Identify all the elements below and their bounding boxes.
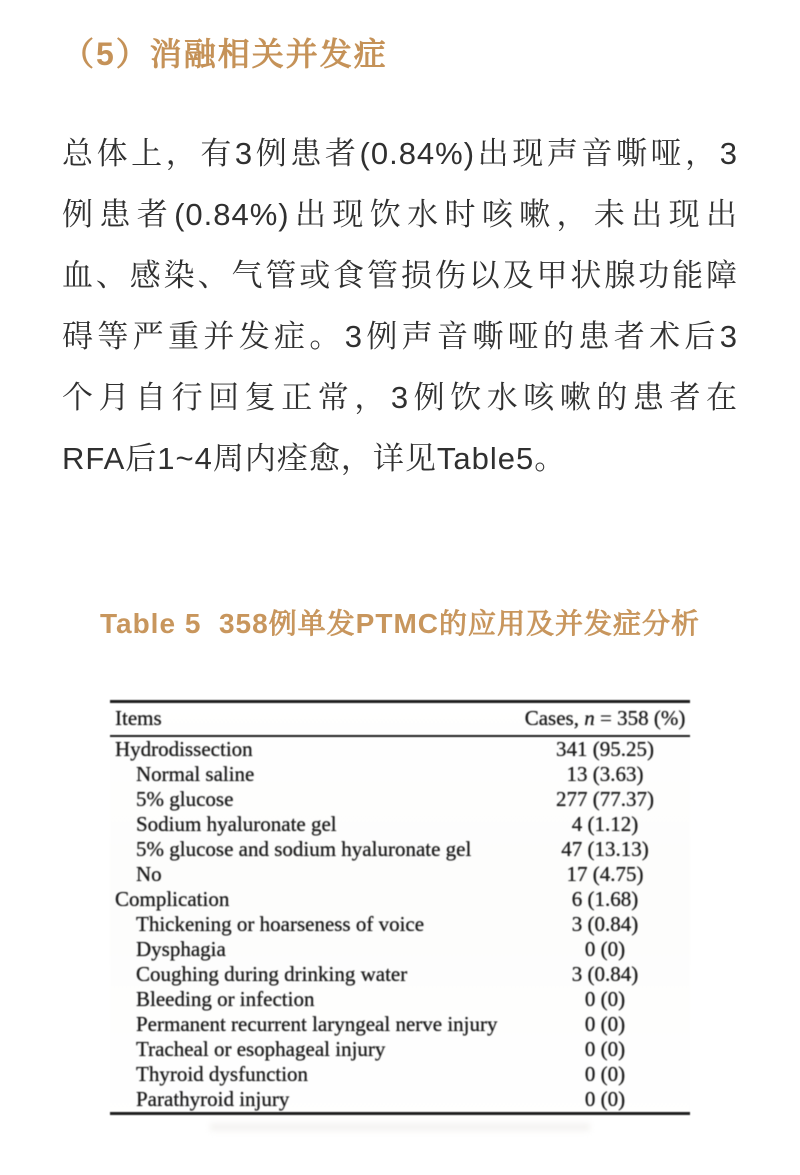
- value-cell: 0 (0): [584, 987, 626, 1011]
- paragraph-line: 例患者(0.84%)出现饮水时咳嗽，未出现出: [62, 197, 738, 232]
- table-row: [110, 1062, 690, 1087]
- table-row: [110, 837, 690, 862]
- table-row: [110, 1087, 690, 1114]
- table-row: [110, 762, 690, 787]
- item-cell: No: [136, 862, 162, 886]
- paragraph-line: 血、感染、气管或食管损伤以及甲状腺功能障: [62, 258, 738, 293]
- item-cell: Normal saline: [136, 762, 255, 786]
- column-header-cases: [520, 702, 690, 737]
- table-row: [110, 787, 690, 812]
- cases-label-prefix: Cases,: [524, 706, 585, 730]
- table-row: [110, 987, 690, 1012]
- paragraph-line: 碍等严重并发症。3例声音嘶哑的患者术后3: [62, 319, 738, 354]
- table-row: [110, 937, 690, 962]
- item-cell: Thyroid dysfunction: [136, 1062, 309, 1086]
- item-cell: Coughing during drinking water: [136, 962, 408, 986]
- table-row: [110, 962, 690, 987]
- value-cell: 3 (0.84): [571, 962, 639, 986]
- item-cell: Tracheal or esophageal injury: [136, 1037, 386, 1061]
- column-header-items: Items: [110, 702, 520, 737]
- table-header-row: [110, 702, 690, 737]
- cases-label-n: n: [584, 706, 595, 730]
- body-paragraph: [62, 123, 738, 489]
- table-row: [110, 1012, 690, 1037]
- table-row: [110, 1037, 690, 1062]
- table-row: [110, 887, 690, 912]
- value-cell: 277 (77.37): [556, 787, 655, 811]
- table-row: [110, 862, 690, 887]
- item-cell: Thickening or hoarseness of voice: [136, 912, 425, 936]
- value-cell: 0 (0): [584, 1087, 626, 1111]
- paragraph-line: 总体上，有3例患者(0.84%)出现声音嘶哑，3: [62, 136, 738, 171]
- value-cell: 4 (1.12): [571, 812, 639, 836]
- value-cell: 13 (3.63): [566, 762, 644, 786]
- item-cell: Sodium hyaluronate gel: [136, 812, 337, 836]
- value-cell: 0 (0): [584, 1012, 626, 1036]
- value-cell: 47 (13.13): [561, 837, 649, 861]
- paragraph-line: RFA后1~4周内痊愈，详见Table5。: [62, 441, 567, 476]
- paragraph-line: 个月自行回复正常，3例饮水咳嗽的患者在: [62, 380, 738, 415]
- item-cell: 5% glucose and sodium hyaluronate gel: [136, 837, 472, 861]
- table-row: [110, 912, 690, 937]
- item-cell: Dysphagia: [136, 937, 226, 961]
- value-cell: 0 (0): [584, 1062, 626, 1086]
- value-cell: 0 (0): [584, 1037, 626, 1061]
- table-title: Table 5 358例单发PTMC的应用及并发症分析: [99, 608, 700, 639]
- item-cell: 5% glucose: [136, 787, 234, 811]
- item-cell: Bleeding or infection: [136, 987, 315, 1011]
- value-cell: 17 (4.75): [566, 862, 644, 886]
- item-cell: Parathyroid injury: [136, 1087, 290, 1111]
- item-cell: Hydrodissection: [115, 737, 253, 761]
- section-heading: （5）消融相关并发症: [62, 36, 388, 72]
- scan-artifact: [210, 1123, 590, 1131]
- value-cell: 3 (0.84): [571, 912, 639, 936]
- data-table: [110, 700, 690, 1115]
- item-cell: Complication: [115, 887, 230, 911]
- table-row: [110, 736, 690, 762]
- value-cell: 0 (0): [584, 937, 626, 961]
- value-cell: 341 (95.25): [556, 737, 655, 761]
- value-cell: 6 (1.68): [571, 887, 639, 911]
- table-row: [110, 812, 690, 837]
- scanned-table: [110, 700, 690, 1131]
- cases-label-suffix: = 358 (%): [594, 706, 686, 730]
- item-cell: Permanent recurrent laryngeal nerve injury: [136, 1012, 498, 1036]
